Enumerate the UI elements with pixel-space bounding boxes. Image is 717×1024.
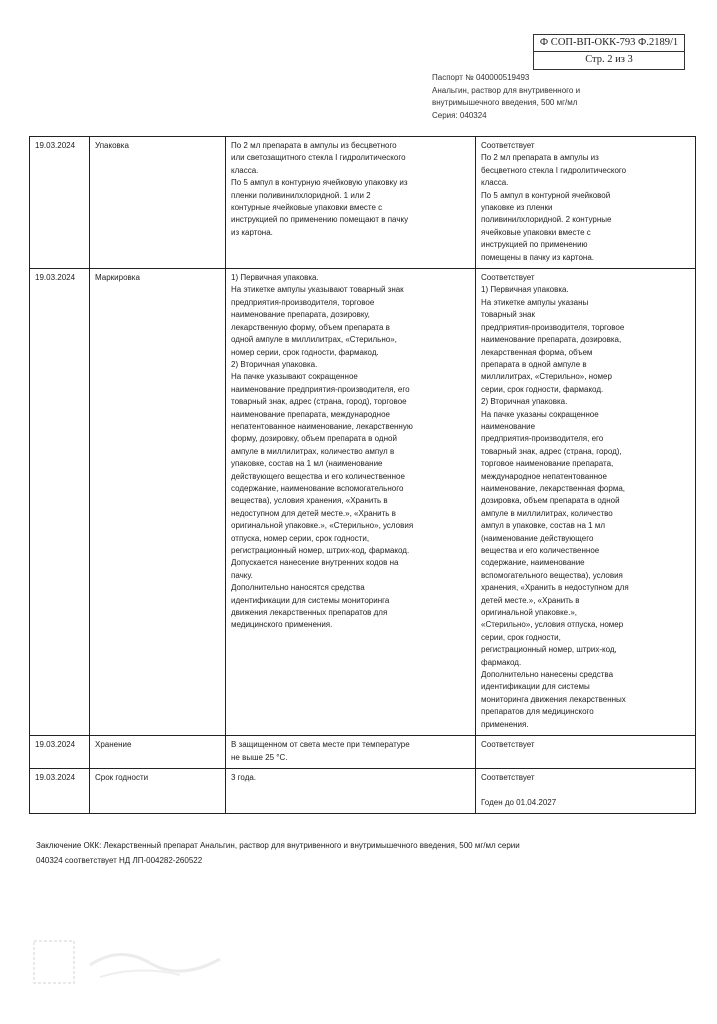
requirement-line: класса. xyxy=(231,165,259,175)
result-cell xyxy=(476,137,696,269)
result-line: Соответствует xyxy=(481,772,535,782)
requirement-line: лекарственную форму, объем препарата в xyxy=(231,322,390,332)
requirement-line: 1) Первичная упаковка. xyxy=(231,273,319,283)
result-line: фармакод. xyxy=(481,657,522,667)
result-line: международное непатентованное xyxy=(481,471,607,481)
requirement-line: На этикетке ампулы указывают товарный знак xyxy=(231,285,404,295)
result-line: ампул в упаковке, состав на 1 мл xyxy=(481,521,605,531)
result-line: регистрационный номер, штрих-код, xyxy=(481,645,617,655)
requirement-line: действующего вещества и его количественное xyxy=(231,471,405,481)
result-line: предприятия-производителя, его xyxy=(481,434,604,444)
requirement-cell xyxy=(226,269,476,736)
result-line: дозировка, объем препарата в одной xyxy=(481,496,620,506)
result-line: 1) Первичная упаковка. xyxy=(481,285,569,295)
requirement-line: 2) Вторичная упаковка. xyxy=(231,359,318,369)
result-line: лекарственная форма, объем xyxy=(481,347,593,357)
requirement-line: из картона. xyxy=(231,227,273,237)
requirement-line: одной ампуле в миллилитрах, «Стерильно», xyxy=(231,335,397,345)
document-code-box xyxy=(533,34,685,70)
result-cell xyxy=(476,768,696,813)
requirement-line: номер серии, срок годности, фармакод. xyxy=(231,347,379,357)
result-line: содержание, наименование xyxy=(481,558,585,568)
table-row xyxy=(30,137,696,269)
requirement-line: форму, дозировку, объем препарата в одной xyxy=(231,434,397,444)
result-line: серии, срок годности, фармакод. xyxy=(481,384,604,394)
passport-line: Паспорт № 040000519493 xyxy=(432,73,530,82)
requirement-line: На пачке указывают сокращенное xyxy=(231,372,358,382)
result-line: Соответствует xyxy=(481,740,535,750)
result-line: детей месте.», «Хранить в xyxy=(481,595,580,605)
result-line: миллилитрах, «Стерильно», номер xyxy=(481,372,612,382)
conclusion xyxy=(36,838,596,868)
result-line: товарный знак, адрес (страна, город), xyxy=(481,446,622,456)
requirement-line: наименование препарата, дозировку, xyxy=(231,310,370,320)
requirement-line: непатентованное наименование, лекарственную xyxy=(231,421,413,431)
table-row xyxy=(30,768,696,813)
requirement-line: В защищенном от света месте при температуре xyxy=(231,740,410,750)
requirement-line: пленки поливинилхлоридной. 1 или 2 xyxy=(231,190,371,200)
result-line: «Стерильно», условия отпуска, номер xyxy=(481,620,624,630)
requirement-cell xyxy=(226,768,476,813)
requirement-line: упаковке, состав на 1 мл (наименование xyxy=(231,459,383,469)
result-line: бесцветного стекла I гидролитического xyxy=(481,165,627,175)
requirement-cell xyxy=(226,137,476,269)
table-row xyxy=(30,736,696,769)
conclusion-line: 040324 соответствует НД ЛП-004282-260522 xyxy=(36,856,203,865)
requirement-line: содержание, наименование вспомогательного xyxy=(231,483,404,493)
result-line: ячейковые упаковки вместе с xyxy=(481,227,591,237)
result-line: класса. xyxy=(481,178,509,188)
result-line: На пачке указаны сокращенное xyxy=(481,409,599,419)
requirement-line: идентификации для системы мониторинга xyxy=(231,595,390,605)
result-cell xyxy=(476,736,696,769)
test-results-table xyxy=(29,136,696,814)
result-line: вещества и его количественное xyxy=(481,546,600,555)
result-line: товарный знак xyxy=(481,310,535,320)
requirement-line: предприятия-производителя, торговое xyxy=(231,297,375,307)
table-row xyxy=(30,269,696,736)
requirement-line: или светозащитного стекла I гидролитического xyxy=(231,153,406,163)
result-line xyxy=(481,784,691,796)
requirement-line: Дополнительно наносятся средства xyxy=(231,583,365,593)
requirement-line: наименование предприятия-производителя, его xyxy=(231,384,410,394)
test-date: 19.03.2024 xyxy=(30,736,90,769)
result-cell xyxy=(476,269,696,736)
requirement-line: наименование препарата, международное xyxy=(231,409,390,419)
requirement-line: По 5 ампул в контурную ячейковую упаковку из xyxy=(231,178,408,188)
result-line: наименование xyxy=(481,421,536,431)
result-line: хранения, «Хранить в недоступном для xyxy=(481,583,629,593)
result-line: применения. xyxy=(481,719,529,729)
result-line: (наименование действующего xyxy=(481,533,594,543)
requirement-line: медицинского применения. xyxy=(231,620,333,630)
result-line: препарата в одной ампуле в xyxy=(481,359,587,369)
requirement-line: Допускается нанесение внутренних кодов на xyxy=(231,558,399,568)
requirement-line: движения лекарственных препаратов для xyxy=(231,608,388,618)
requirement-line: вещества), условия хранения, «Хранить в xyxy=(231,496,388,506)
requirement-line: пачку. xyxy=(231,570,253,580)
result-line: ампуле в миллилитрах, количество xyxy=(481,508,613,518)
result-line: идентификации для системы xyxy=(481,682,590,692)
passport-line: внутримышечного введения, 500 мг/мл xyxy=(432,98,578,107)
result-line: серии, срок годности, xyxy=(481,632,561,642)
result-line: препаратов для медицинского xyxy=(481,707,594,717)
result-line: наименование препарата, дозировка, xyxy=(481,335,622,345)
result-line: поливинилхлоридной. 2 контурные xyxy=(481,215,612,225)
page-number: Стр. 2 из 3 xyxy=(585,54,633,65)
requirement-line: контурные ячейковые упаковки вместе с xyxy=(231,203,383,213)
requirement-line: По 2 мл препарата в ампулы из бесцветного xyxy=(231,141,397,150)
requirement-line: товарный знак, адрес (страна, город), торговое xyxy=(231,397,407,407)
test-date: 19.03.2024 xyxy=(30,269,90,736)
result-line: Соответствует xyxy=(481,273,535,283)
requirement-line: регистрационный номер, штрих-код, фармакод. xyxy=(231,546,410,555)
result-line: наименование, лекарственная форма, xyxy=(481,483,625,493)
requirement-cell xyxy=(226,736,476,769)
result-line: вспомогательного вещества), условия xyxy=(481,570,623,580)
result-line: предприятия-производителя, торговое xyxy=(481,322,625,332)
test-name: Маркировка xyxy=(90,269,226,736)
requirement-line: отпуска, номер серии, срок годности, xyxy=(231,533,370,543)
test-name: Упаковка xyxy=(90,137,226,269)
requirement-line: 3 года. xyxy=(231,772,257,782)
requirement-line: не выше 25 °С. xyxy=(231,752,288,762)
passport-info xyxy=(432,72,682,122)
result-line: Дополнительно нанесены средства xyxy=(481,670,614,680)
result-line: оригинальной упаковке.», xyxy=(481,608,578,618)
requirement-line: недоступном для детей месте.», «Хранить в xyxy=(231,508,396,518)
result-line: По 2 мл препарата в ампулы из xyxy=(481,153,599,163)
faded-stamp-graphic xyxy=(30,935,230,990)
passport-line: Анальгин, раствор для внутривенного и xyxy=(432,85,581,95)
requirement-line: инструкцией по применению помещают в пачку xyxy=(231,215,409,225)
requirement-line: ампуле в миллилитрах, количество ампул в xyxy=(231,446,395,456)
result-line: 2) Вторичная упаковка. xyxy=(481,397,568,407)
result-line: торговое наименование препарата, xyxy=(481,459,614,469)
test-date: 19.03.2024 xyxy=(30,137,90,269)
result-line: мониторинга движения лекарственных xyxy=(481,694,626,704)
requirement-line: оригинальной упаковке.», «Стерильно», условия xyxy=(231,521,414,531)
result-line: инструкцией по применению xyxy=(481,240,588,250)
result-line: Соответствует xyxy=(481,141,535,150)
test-name: Срок годности xyxy=(90,768,226,813)
test-date: 19.03.2024 xyxy=(30,768,90,813)
result-line: упаковке из пленки xyxy=(481,203,553,213)
passport-line: Серия: 040324 xyxy=(432,110,487,120)
result-line: По 5 ампул в контурной ячейковой xyxy=(481,190,611,200)
test-name: Хранение xyxy=(90,736,226,769)
result-line: помещены в пачку из картона. xyxy=(481,252,594,262)
result-line: Годен до 01.04.2027 xyxy=(481,797,557,807)
result-line: На этикетке ампулы указаны xyxy=(481,297,589,307)
conclusion-line: Заключение ОКК: Лекарственный препарат Анальгин, раствор для внутривенного и внутримышечного введения, 500 мг/мл серии xyxy=(36,841,520,850)
document-code: Ф СОП-ВП-ОКК-793 Ф.2189/1 xyxy=(534,35,684,52)
